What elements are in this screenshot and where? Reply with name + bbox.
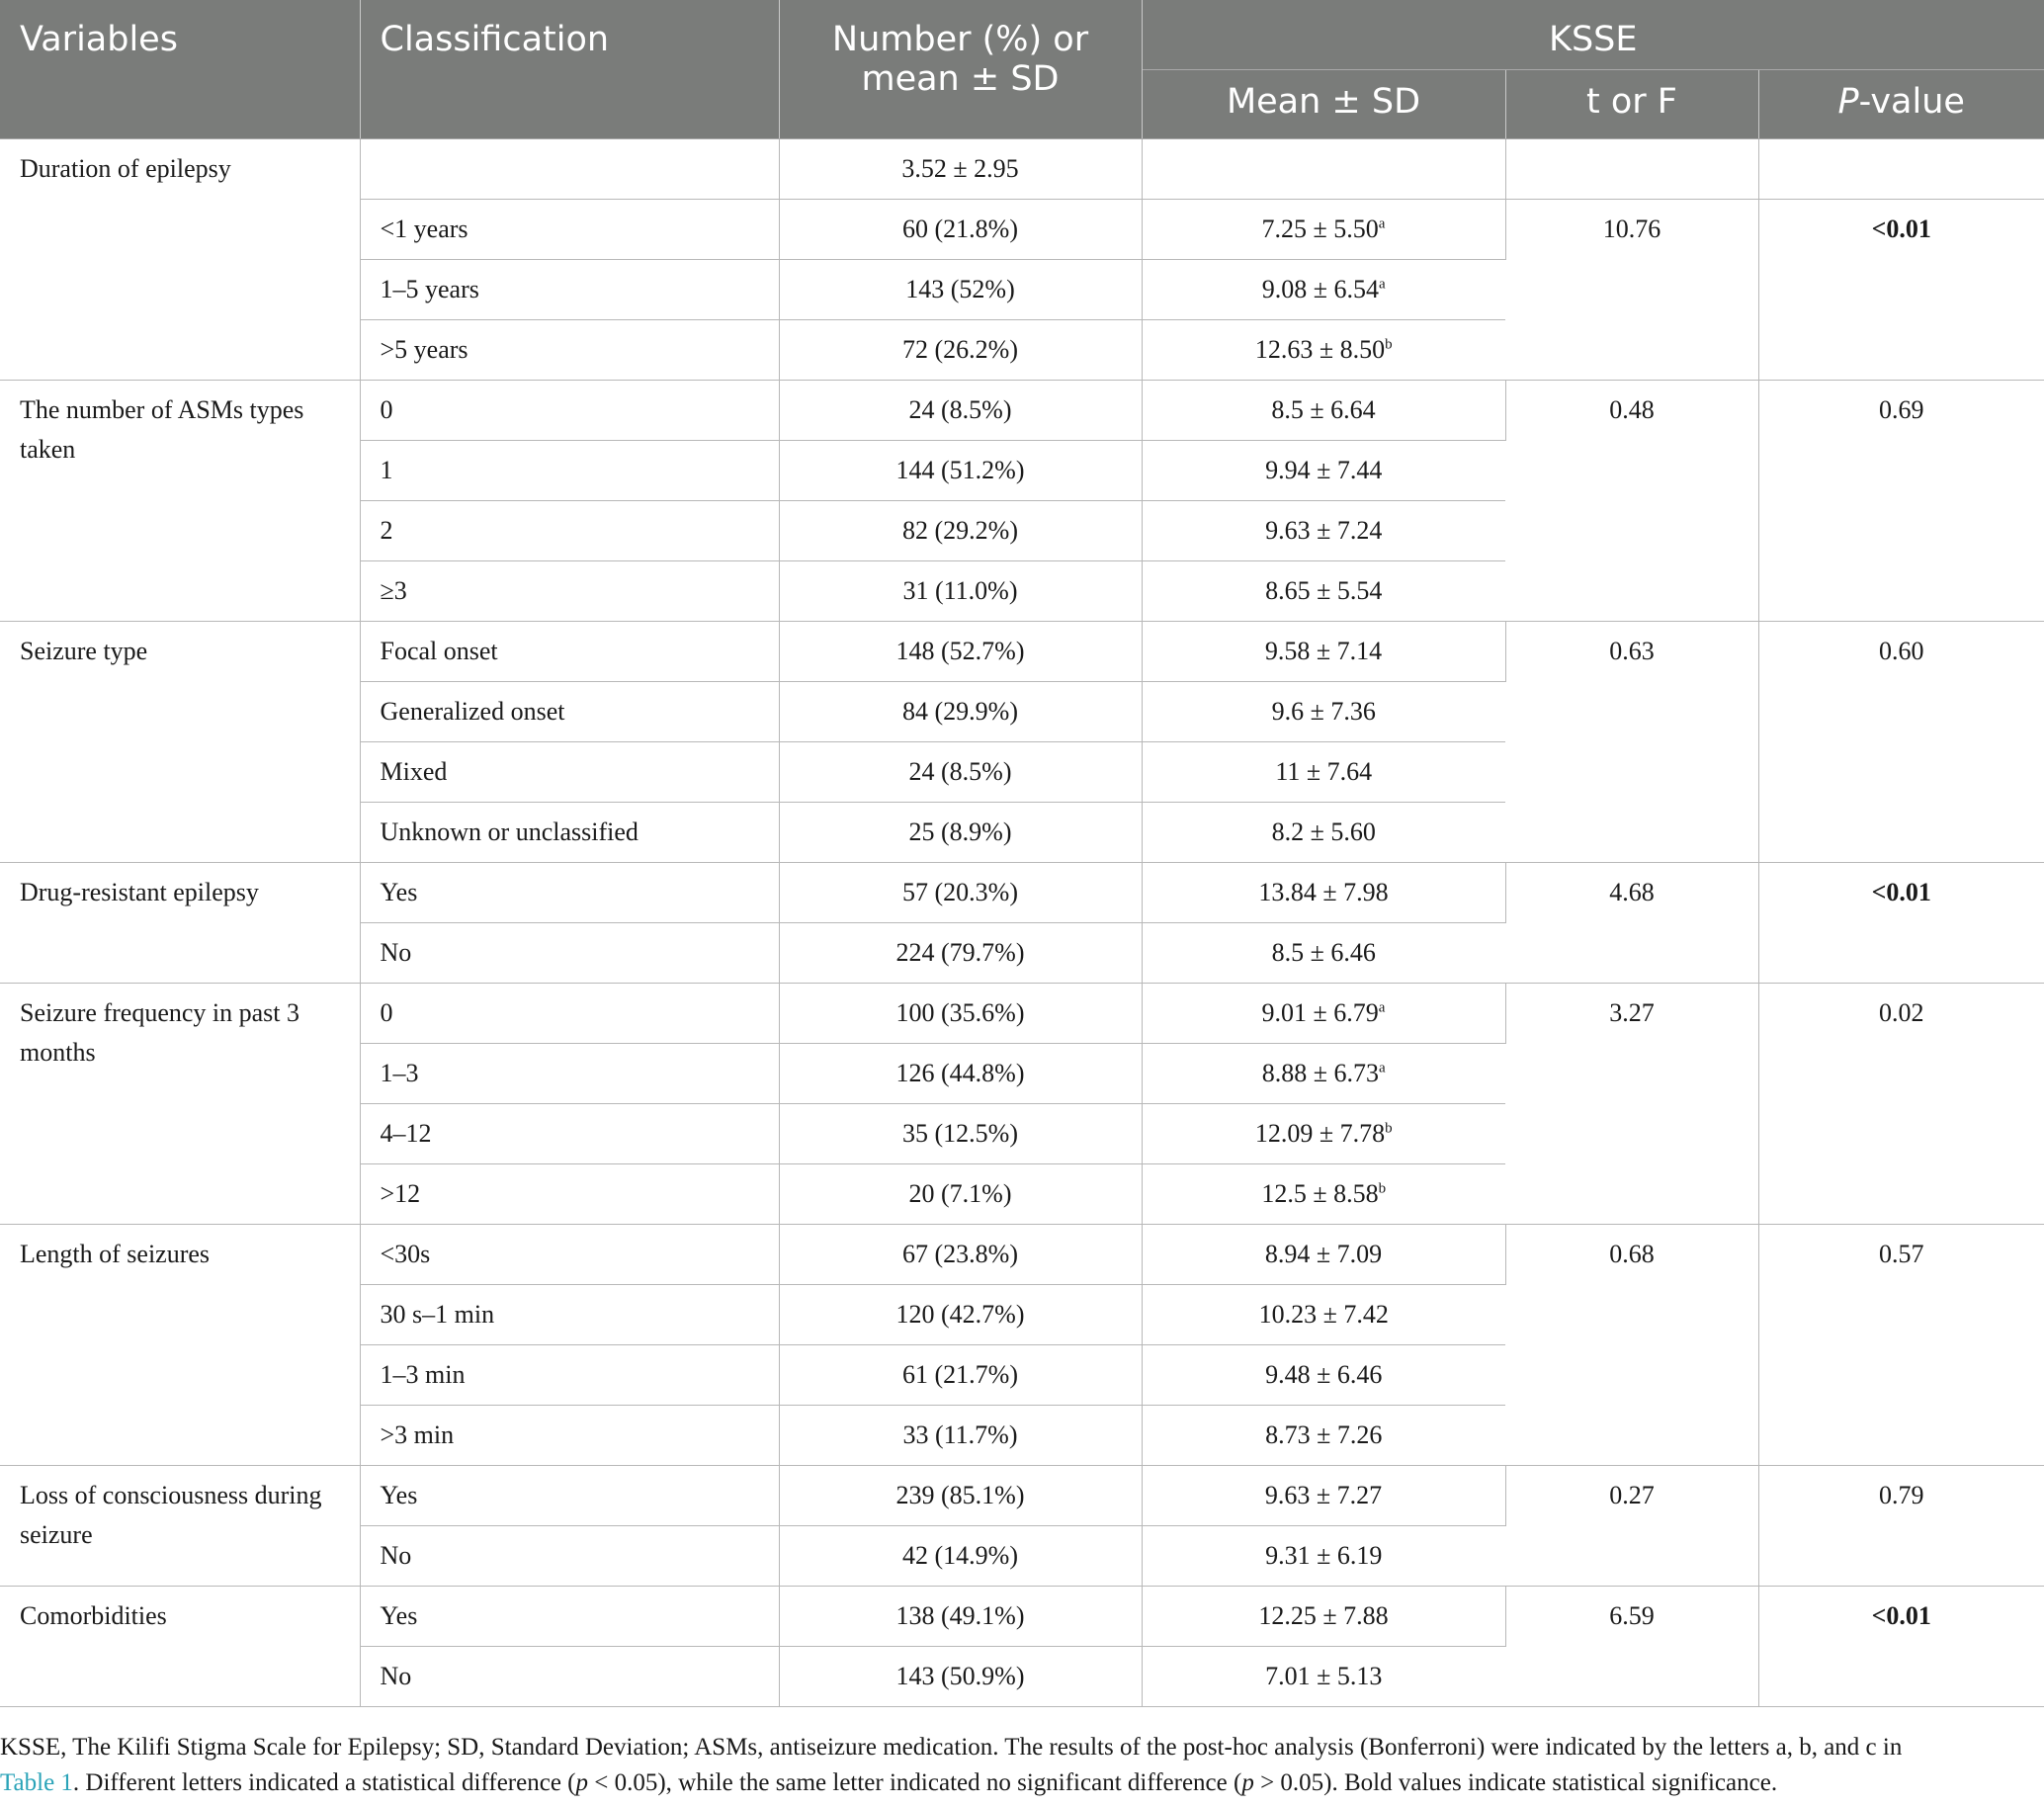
mean-sd-cell xyxy=(1142,1103,1505,1163)
variable-cell: The number of ASMs types taken xyxy=(0,380,360,621)
p-value-cell: 0.60 xyxy=(1758,621,2044,862)
empty-cell xyxy=(1505,138,1758,199)
classification-cell: <30s xyxy=(360,1224,779,1284)
variable-cell: Loss of consciousness during seizure xyxy=(0,1465,360,1586)
classification-cell: Yes xyxy=(360,1586,779,1646)
variable-cell: Comorbidities xyxy=(0,1586,360,1706)
mean-sd-cell xyxy=(1142,922,1505,983)
mean-sd-value: 12.63 ± 8.50 xyxy=(1254,334,1386,364)
mean-sd-value: 11 ± 7.64 xyxy=(1275,756,1373,786)
mean-sd-value: 7.25 ± 5.50 xyxy=(1261,214,1379,243)
mean-sd-cell xyxy=(1142,560,1505,621)
mean-sd-cell xyxy=(1142,380,1505,440)
number-cell: 143 (52%) xyxy=(779,259,1142,319)
number-cell: 82 (29.2%) xyxy=(779,500,1142,560)
table-row xyxy=(0,380,2044,440)
table-row xyxy=(0,1465,2044,1525)
mean-sd-value: 9.58 ± 7.14 xyxy=(1264,636,1383,665)
classification-cell: 1–3 min xyxy=(360,1344,779,1405)
mean-sd-value: 9.48 ± 6.46 xyxy=(1265,1359,1383,1389)
header-mean-sd: Mean ± SD xyxy=(1142,69,1505,138)
header-ksse: KSSE xyxy=(1142,0,2044,69)
p-value-cell: <0.01 xyxy=(1758,199,2044,380)
footnote-p2: p xyxy=(1241,1769,1254,1796)
t-or-f-cell: 3.27 xyxy=(1505,983,1758,1224)
classification-cell: 4–12 xyxy=(360,1103,779,1163)
p-value-cell: 0.02 xyxy=(1758,983,2044,1224)
mean-sd-value: 8.88 ± 6.73 xyxy=(1261,1058,1380,1087)
posthoc-letter: a xyxy=(1379,275,1386,292)
classification-cell: ≥3 xyxy=(360,560,779,621)
classification-cell: 2 xyxy=(360,500,779,560)
t-or-f-cell: 4.68 xyxy=(1505,862,1758,983)
number-cell: 120 (42.7%) xyxy=(779,1284,1142,1344)
p-value-cell: <0.01 xyxy=(1758,862,2044,983)
number-cell: 138 (49.1%) xyxy=(779,1586,1142,1646)
header-variables: Variables xyxy=(0,0,360,138)
classification-cell: Yes xyxy=(360,862,779,922)
mean-sd-cell xyxy=(1142,199,1505,259)
classification-cell: >5 years xyxy=(360,319,779,380)
mean-sd-cell xyxy=(1142,741,1505,802)
mean-sd-cell xyxy=(1142,440,1505,500)
number-cell: 61 (21.7%) xyxy=(779,1344,1142,1405)
number-cell: 35 (12.5%) xyxy=(779,1103,1142,1163)
mean-sd-cell xyxy=(1142,1284,1505,1344)
number-cell: 143 (50.9%) xyxy=(779,1646,1142,1706)
header-number-line1: Number (%) or xyxy=(831,20,1089,59)
posthoc-letter: b xyxy=(1385,335,1393,352)
table-row xyxy=(0,1586,2044,1646)
number-cell: 84 (29.9%) xyxy=(779,681,1142,741)
number-cell: 67 (23.8%) xyxy=(779,1224,1142,1284)
classification-cell xyxy=(360,138,779,199)
header-t-or-f: t or F xyxy=(1505,69,1758,138)
mean-sd-cell xyxy=(1142,681,1505,741)
mean-sd-cell xyxy=(1142,1344,1505,1405)
classification-cell: 30 s–1 min xyxy=(360,1284,779,1344)
number-cell: 57 (20.3%) xyxy=(779,862,1142,922)
mean-sd-value: 8.5 ± 6.46 xyxy=(1271,937,1376,967)
header-p-letter: P xyxy=(1837,81,1859,122)
mean-sd-value: 9.08 ± 6.54 xyxy=(1261,274,1380,303)
mean-sd-value: 7.01 ± 5.13 xyxy=(1265,1661,1383,1690)
classification-cell: Yes xyxy=(360,1465,779,1525)
mean-sd-value: 8.65 ± 5.54 xyxy=(1265,575,1383,605)
number-cell: 42 (14.9%) xyxy=(779,1525,1142,1586)
t-or-f-cell: 6.59 xyxy=(1505,1586,1758,1706)
table-row xyxy=(0,862,2044,922)
mean-sd-cell xyxy=(1142,259,1505,319)
mean-sd-cell xyxy=(1142,1043,1505,1103)
t-or-f-cell: 0.48 xyxy=(1505,380,1758,621)
table-footnote xyxy=(0,1730,2044,1801)
header-row-1 xyxy=(0,0,2044,69)
mean-sd-cell xyxy=(1142,983,1505,1043)
classification-cell: 1 xyxy=(360,440,779,500)
mean-sd-value: 9.94 ± 7.44 xyxy=(1265,455,1383,484)
classification-cell: Generalized onset xyxy=(360,681,779,741)
classification-cell: >3 min xyxy=(360,1405,779,1465)
mean-sd-value: 12.25 ± 7.88 xyxy=(1258,1600,1389,1630)
mean-sd-value: 8.2 ± 5.60 xyxy=(1271,817,1376,846)
number-cell: 72 (26.2%) xyxy=(779,319,1142,380)
mean-sd-cell xyxy=(1142,1405,1505,1465)
mean-sd-value: 9.6 ± 7.36 xyxy=(1271,696,1376,726)
header-number xyxy=(779,0,1142,138)
mean-sd-cell xyxy=(1142,138,1505,199)
posthoc-letter: a xyxy=(1379,1059,1386,1075)
mean-sd-value: 8.73 ± 7.26 xyxy=(1265,1419,1383,1449)
table-body xyxy=(0,138,2044,1706)
classification-cell: No xyxy=(360,1646,779,1706)
posthoc-letter: a xyxy=(1378,998,1386,1015)
number-cell: 24 (8.5%) xyxy=(779,380,1142,440)
number-cell: 148 (52.7%) xyxy=(779,621,1142,681)
t-or-f-cell: 0.27 xyxy=(1505,1465,1758,1586)
classification-cell: Focal onset xyxy=(360,621,779,681)
header-number-line2: mean ± SD xyxy=(861,59,1060,99)
number-cell: 3.52 ± 2.95 xyxy=(779,138,1142,199)
empty-cell xyxy=(1758,138,2044,199)
posthoc-letter: b xyxy=(1385,1119,1393,1136)
table-row xyxy=(0,621,2044,681)
classification-cell: No xyxy=(360,922,779,983)
number-cell: 126 (44.8%) xyxy=(779,1043,1142,1103)
classification-cell: 1–3 xyxy=(360,1043,779,1103)
footnote-table-link[interactable]: Table 1 xyxy=(0,1769,73,1796)
t-or-f-cell: 10.76 xyxy=(1505,199,1758,380)
classification-cell: 0 xyxy=(360,380,779,440)
mean-sd-value: 8.5 ± 6.64 xyxy=(1271,394,1376,424)
header-classification: Classification xyxy=(360,0,779,138)
mean-sd-cell xyxy=(1142,1646,1505,1706)
number-cell: 239 (85.1%) xyxy=(779,1465,1142,1525)
table-row xyxy=(0,138,2044,199)
variable-cell: Seizure type xyxy=(0,621,360,862)
number-cell: 24 (8.5%) xyxy=(779,741,1142,802)
mean-sd-value: 9.01 ± 6.79 xyxy=(1261,997,1379,1027)
classification-cell: Mixed xyxy=(360,741,779,802)
p-value-cell: 0.57 xyxy=(1758,1224,2044,1465)
mean-sd-value: 12.5 ± 8.58 xyxy=(1261,1178,1379,1208)
number-cell: 60 (21.8%) xyxy=(779,199,1142,259)
footnote-part1: KSSE, The Kilifi Stigma Scale for Epilepsy; SD, Standard Deviation; ASMs, antiseizure medication. The results of the post-hoc analysis (Bonferroni) were indicated by the letters a, b, and c in xyxy=(0,1734,1903,1761)
classification-cell: Unknown or unclassified xyxy=(360,802,779,862)
number-cell: 31 (11.0%) xyxy=(779,560,1142,621)
mean-sd-cell xyxy=(1142,1586,1505,1646)
table-row xyxy=(0,983,2044,1043)
header-p-value xyxy=(1758,69,2044,138)
footnote-part2: . Different letters indicated a statistical difference ( xyxy=(72,1769,576,1796)
number-cell: 25 (8.9%) xyxy=(779,802,1142,862)
posthoc-letter: b xyxy=(1378,1179,1387,1196)
p-value-cell: 0.79 xyxy=(1758,1465,2044,1586)
header-p-suffix: -value xyxy=(1858,81,1965,122)
footnote-p1: p xyxy=(575,1769,588,1796)
mean-sd-cell xyxy=(1142,319,1505,380)
variable-cell: Duration of epilepsy xyxy=(0,138,360,380)
mean-sd-value: 12.09 ± 7.78 xyxy=(1254,1118,1386,1148)
mean-sd-value: 10.23 ± 7.42 xyxy=(1258,1299,1389,1329)
posthoc-letter: a xyxy=(1378,215,1386,231)
mean-sd-value: 13.84 ± 7.98 xyxy=(1258,877,1389,906)
mean-sd-cell xyxy=(1142,1224,1505,1284)
classification-cell: <1 years xyxy=(360,199,779,259)
mean-sd-cell xyxy=(1142,862,1505,922)
number-cell: 224 (79.7%) xyxy=(779,922,1142,983)
number-cell: 100 (35.6%) xyxy=(779,983,1142,1043)
number-cell: 20 (7.1%) xyxy=(779,1163,1142,1224)
footnote-part4: > 0.05). Bold values indicate statistical significance. xyxy=(1253,1769,1778,1796)
variable-cell: Seizure frequency in past 3 months xyxy=(0,983,360,1224)
p-value-cell: 0.69 xyxy=(1758,380,2044,621)
classification-cell: >12 xyxy=(360,1163,779,1224)
mean-sd-value: 9.63 ± 7.27 xyxy=(1264,1480,1383,1509)
t-or-f-cell: 0.63 xyxy=(1505,621,1758,862)
footnote-part3: < 0.05), while the same letter indicated no significant difference ( xyxy=(588,1769,1242,1796)
mean-sd-cell xyxy=(1142,621,1505,681)
variable-cell: Length of seizures xyxy=(0,1224,360,1465)
number-cell: 33 (11.7%) xyxy=(779,1405,1142,1465)
t-or-f-cell: 0.68 xyxy=(1505,1224,1758,1465)
classification-cell: 1–5 years xyxy=(360,259,779,319)
number-cell: 144 (51.2%) xyxy=(779,440,1142,500)
mean-sd-cell xyxy=(1142,1525,1505,1586)
mean-sd-value: 9.63 ± 7.24 xyxy=(1265,515,1383,545)
variable-cell: Drug-resistant epilepsy xyxy=(0,862,360,983)
classification-cell: 0 xyxy=(360,983,779,1043)
mean-sd-cell xyxy=(1142,1465,1505,1525)
mean-sd-cell xyxy=(1142,500,1505,560)
p-value-cell: <0.01 xyxy=(1758,1586,2044,1706)
mean-sd-value: 8.94 ± 7.09 xyxy=(1264,1239,1383,1268)
mean-sd-value: 9.31 ± 6.19 xyxy=(1265,1540,1383,1570)
table-row xyxy=(0,1224,2044,1284)
classification-cell: No xyxy=(360,1525,779,1586)
mean-sd-cell xyxy=(1142,1163,1505,1224)
mean-sd-cell xyxy=(1142,802,1505,862)
